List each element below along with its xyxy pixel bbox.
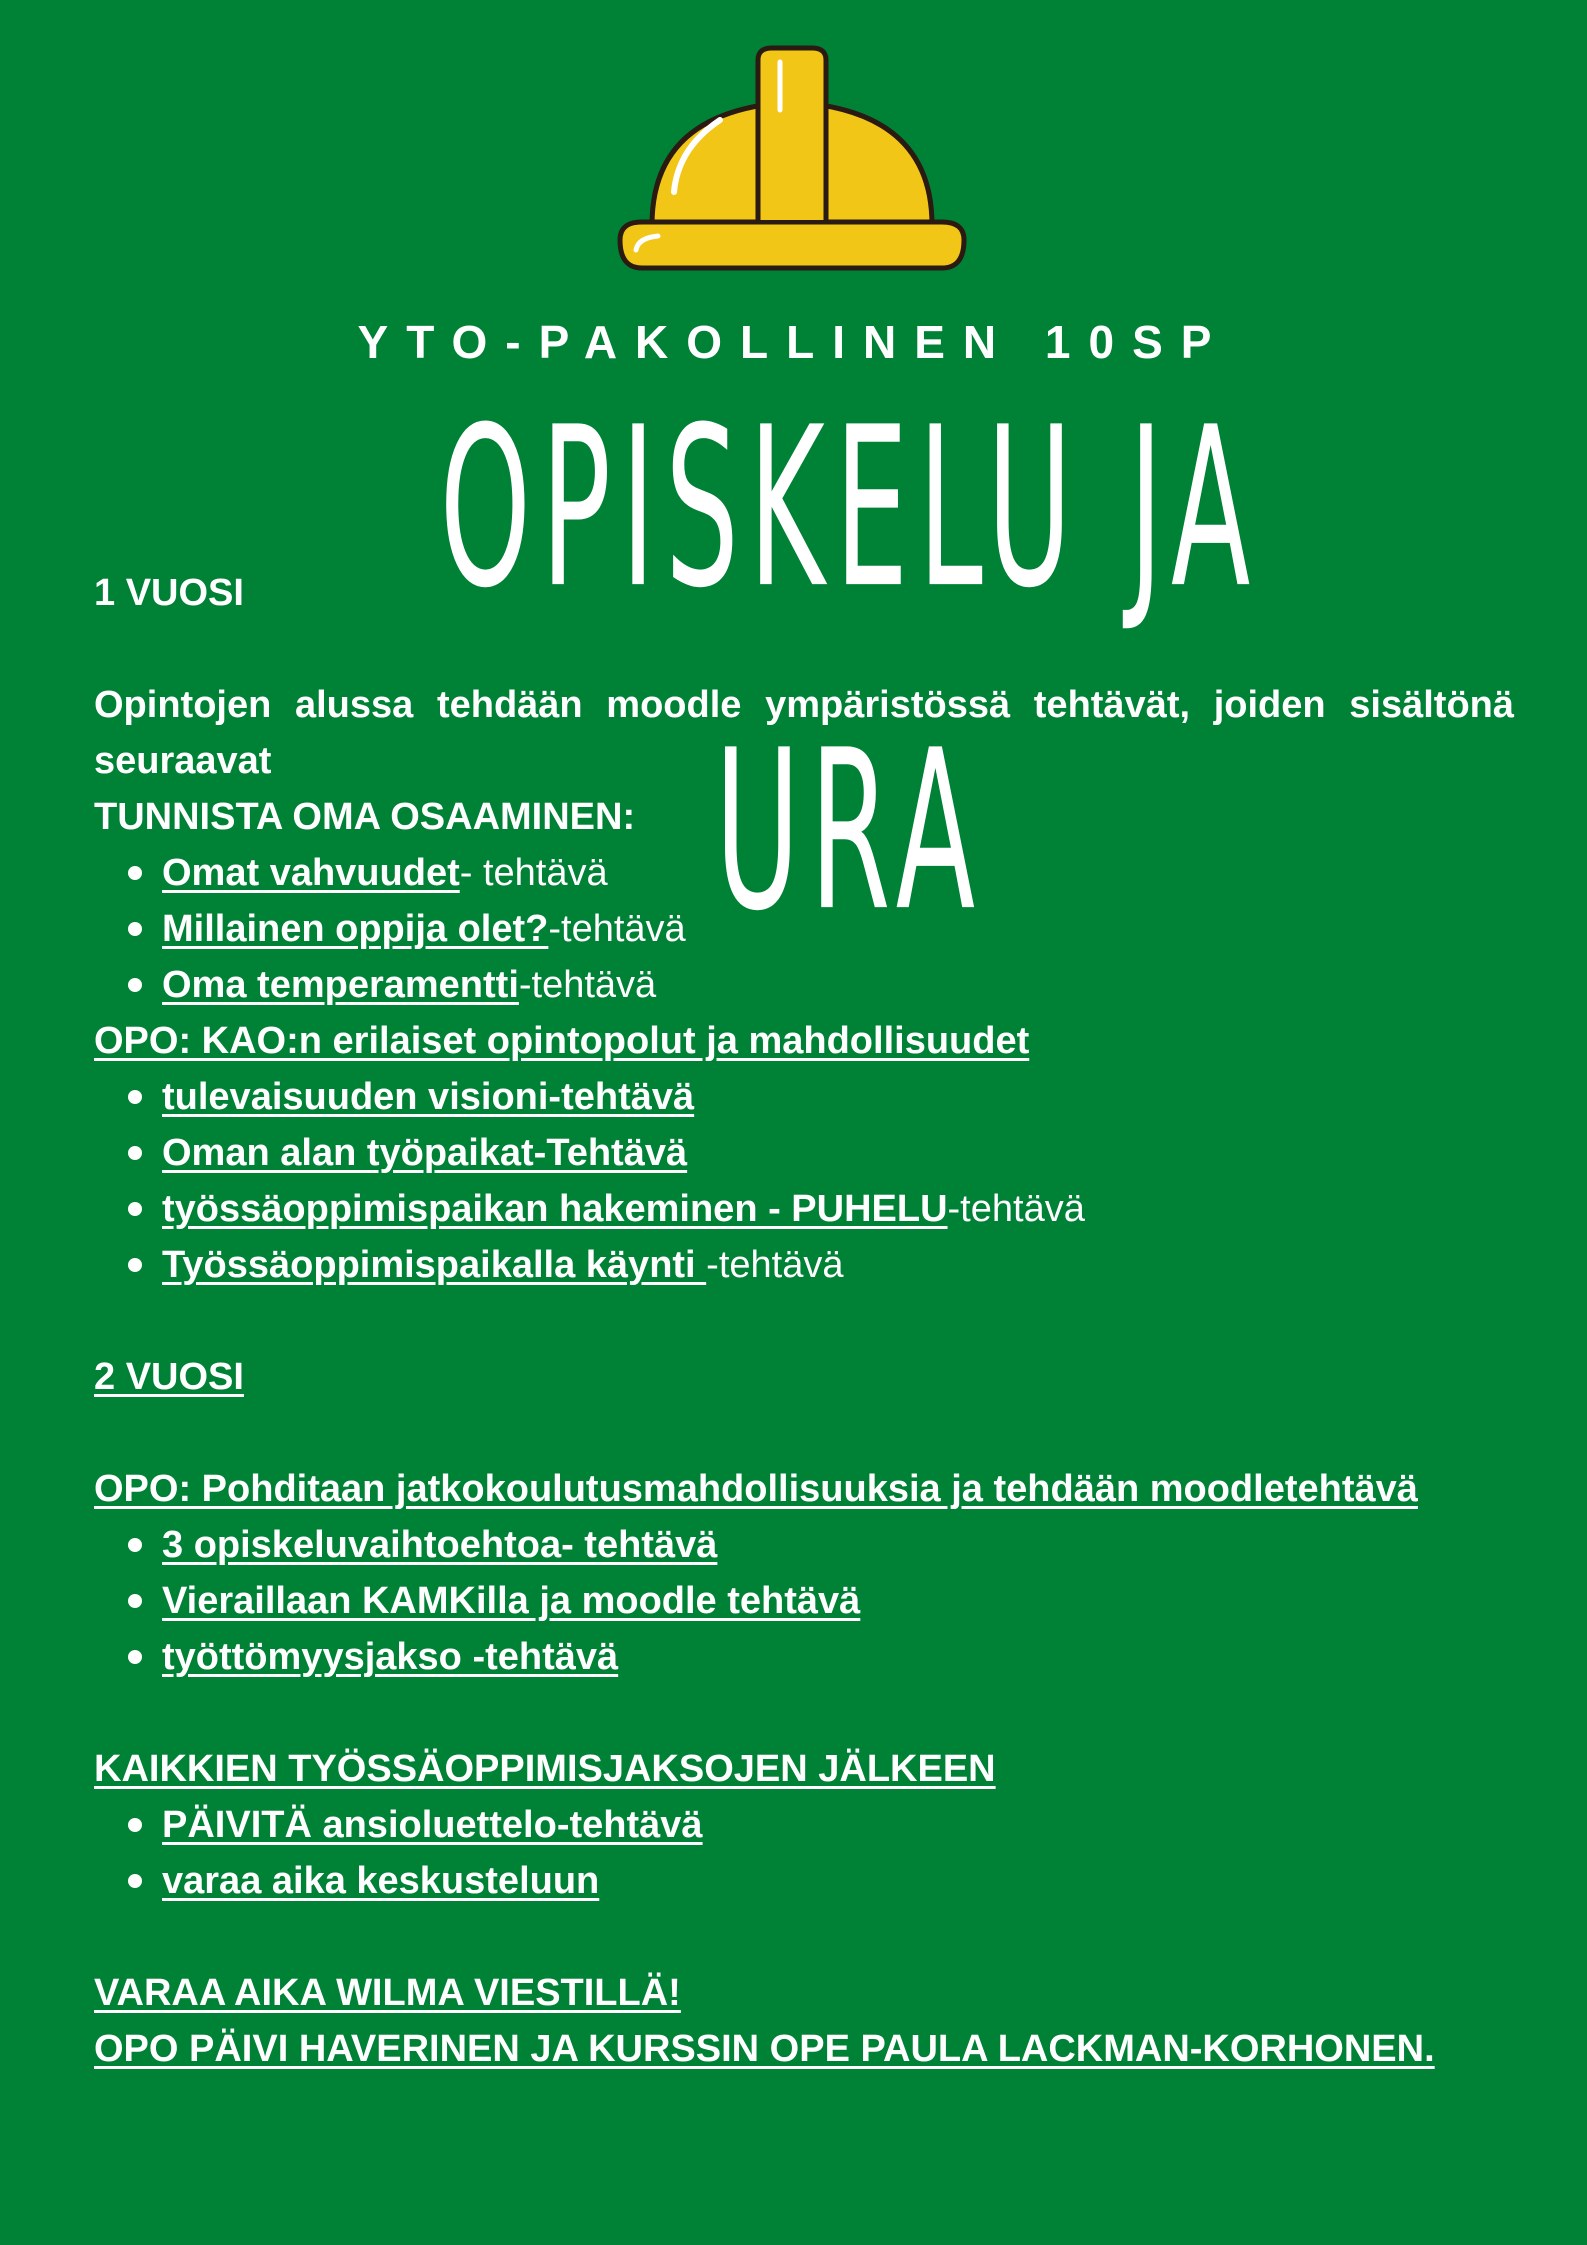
- link-tyottomyysjakso[interactable]: työttömyysjakso -tehtävä: [162, 1636, 619, 1678]
- content: [94, 565, 1514, 2077]
- list-item: [162, 1629, 1514, 1685]
- list-item: Työssäoppimispaikalla käynti -tehtävä: [162, 1237, 1514, 1293]
- link-tyossaoppimispaikalla-kaynti[interactable]: Työssäoppimispaikalla käynti: [162, 1244, 707, 1286]
- link-millainen-oppija[interactable]: Millainen oppija olet?: [162, 908, 549, 950]
- link-opiskeluvaihtoehtoa[interactable]: 3 opiskeluvaihtoehtoa- tehtävä: [162, 1524, 718, 1566]
- link-tulevaisuuden-visioni[interactable]: tulevaisuuden visioni-tehtävä: [162, 1076, 695, 1118]
- year1-heading: 1 VUOSI: [94, 572, 244, 614]
- link-kamk-vierailu[interactable]: Vieraillaan KAMKilla ja moodle tehtävä: [162, 1580, 861, 1622]
- section1-heading: TUNNISTA OMA OSAAMINEN:: [94, 796, 636, 838]
- footer-contacts-link[interactable]: OPO PÄIVI HAVERINEN JA KURSSIN OPE PAULA LACKMAN-KORHONEN.: [94, 2028, 1435, 2070]
- link-varaa-aika[interactable]: varaa aika keskusteluun: [162, 1860, 600, 1902]
- year2-list: [94, 1517, 1514, 1685]
- list-item: Oma temperamentti-tehtävä: [162, 957, 1514, 1013]
- footer-wilma-link[interactable]: VARAA AIKA WILMA VIESTILLÄ!: [94, 1972, 681, 2014]
- course-subtitle: YTO-PAKOLLINEN 10SP: [357, 316, 1230, 368]
- list-item: työssäoppimispaikan hakeminen - PUHELU-tehtävä: [162, 1181, 1514, 1237]
- year1-intro: Opintojen alussa tehdään moodle ympäristössä tehtävät, joiden sisältönä seuraavat: [94, 684, 1514, 782]
- section2-heading-link[interactable]: OPO: KAO:n erilaiset opintopolut ja mahdollisuudet: [94, 1020, 1030, 1062]
- list-item: Millainen oppija olet?-tehtävä: [162, 901, 1514, 957]
- link-paivita-ansioluettelo[interactable]: PÄIVITÄ ansioluettelo-tehtävä: [162, 1804, 703, 1846]
- list-item: [162, 1853, 1514, 1909]
- year2-heading-link[interactable]: 2 VUOSI: [94, 1356, 244, 1398]
- section2-list: [94, 1069, 1514, 1293]
- link-omat-vahvuudet[interactable]: Omat vahvuudet: [162, 852, 460, 894]
- after-placements-heading-link[interactable]: KAIKKIEN TYÖSSÄOPPIMISJAKSOJEN JÄLKEEN: [94, 1748, 996, 1790]
- page-title: OPISKELU JA URA: [439, 380, 1261, 961]
- list-item: [162, 1517, 1514, 1573]
- hard-hat-icon: [612, 40, 972, 280]
- link-puhelu[interactable]: työssäoppimispaikan hakeminen - PUHELU: [162, 1188, 948, 1230]
- link-oma-temperamentti[interactable]: Oma temperamentti: [162, 964, 519, 1006]
- year2-opo-link[interactable]: OPO: Pohditaan jatkokoulutusmahdollisuuksia ja tehdään moodletehtävä: [94, 1468, 1418, 1510]
- section1-list: [94, 845, 1514, 1013]
- list-item: [162, 1573, 1514, 1629]
- link-oman-alan-tyopaikat[interactable]: Oman alan työpaikat-Tehtävä: [162, 1132, 688, 1174]
- list-item: [162, 1069, 1514, 1125]
- list-item: Omat vahvuudet- tehtävä: [162, 845, 1514, 901]
- list-item: [162, 1797, 1514, 1853]
- list-item: [162, 1125, 1514, 1181]
- after-placements-list: [94, 1797, 1514, 1909]
